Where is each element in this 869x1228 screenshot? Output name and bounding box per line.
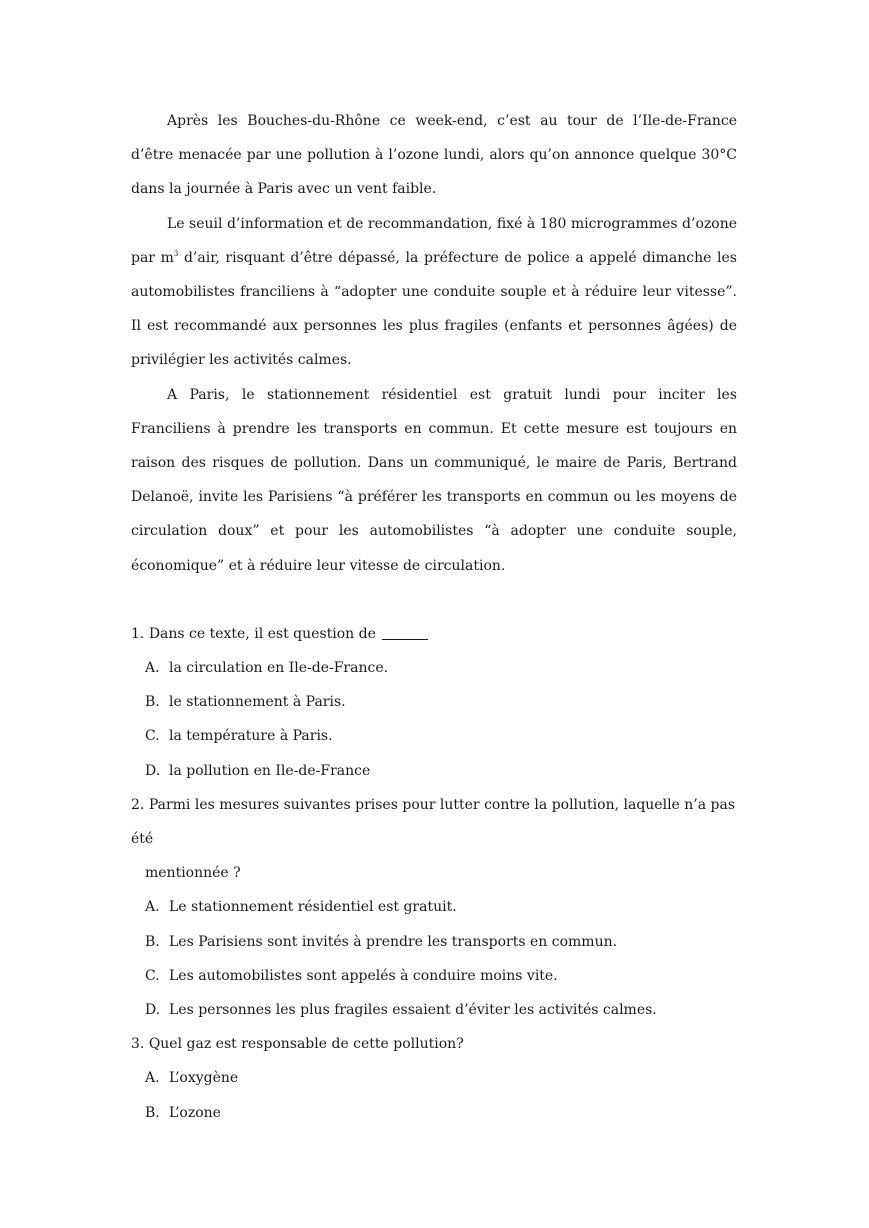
passage-paragraph-2	[131, 207, 737, 378]
option-letter: B.	[145, 694, 160, 711]
option-text: Les personnes les plus fragiles essaient d’éviter les activités calmes.	[169, 1002, 657, 1019]
document-page	[131, 104, 737, 1130]
option-letter: B.	[145, 933, 160, 950]
option-text: Le stationnement résidentiel est gratuit.	[169, 899, 457, 916]
option-2c	[131, 959, 737, 993]
question-3-stem	[131, 1027, 737, 1061]
question-2-stem	[131, 788, 737, 891]
option-letter: A.	[145, 1070, 160, 1087]
answer-blank	[382, 625, 428, 640]
option-text: la pollution en Ile-de-France	[169, 762, 371, 779]
option-text: la température à Paris.	[169, 728, 333, 745]
option-letter: C.	[145, 728, 160, 745]
option-3a	[131, 1061, 737, 1095]
question-text: Parmi les mesures suivantes prises pour lutter contre la pollution, laquelle n’a pas été	[131, 796, 736, 848]
question-1-stem	[131, 617, 737, 651]
question-number: 2.	[131, 796, 145, 813]
question-block-3	[131, 1027, 737, 1130]
passage-paragraph-1: Après les Bouches-du-Rhône ce week-end, c’est au tour de l’Ile-de-France d’être menacée par une pollution à l’ozone lundi, alors qu’on annonce quelque 30°C dans la journée à Paris avec un vent faible.	[131, 113, 737, 198]
option-text: Les automobilistes sont appelés à conduire moins vite.	[169, 967, 558, 984]
option-text: Les Parisiens sont invités à prendre les transports en commun.	[169, 933, 618, 950]
option-3b	[131, 1096, 737, 1130]
question-text: Dans ce texte, il est question de	[148, 625, 376, 642]
option-letter: A.	[145, 660, 160, 677]
question-text: Quel gaz est responsable de cette pollution?	[148, 1036, 464, 1053]
option-text: la circulation en Ile-de-France.	[169, 660, 389, 677]
option-letter: D.	[145, 1002, 161, 1019]
question-number: 1.	[131, 625, 145, 642]
option-letter: C.	[145, 967, 160, 984]
option-2d	[131, 993, 737, 1027]
option-letter: A.	[145, 899, 160, 916]
question-number: 3.	[131, 1036, 145, 1053]
question-text-continued: mentionnée ?	[145, 865, 241, 882]
question-block-1	[131, 617, 737, 788]
option-text: L’oxygène	[169, 1070, 239, 1087]
option-letter: D.	[145, 762, 161, 779]
option-2b	[131, 925, 737, 959]
paragraph-2-text-after: d’air, risquant d’être dépassé, la préfecture de police a appelé dimanche les automobilistes franciliens à “adopter une conduite souple et à réduire leur vitesse”. Il est recommandé aux personnes les plus fragiles (enfants et personnes âgées) de privilégier les activités calmes.	[131, 249, 737, 369]
superscript-exponent: 3	[173, 249, 179, 258]
option-letter: B.	[145, 1104, 160, 1121]
question-block-2	[131, 788, 737, 1027]
option-text: L’ozone	[169, 1104, 221, 1121]
passage-paragraph-3: A Paris, le stationnement résidentiel est gratuit lundi pour inciter les Franciliens à prendre les transports en commun. Et cette mesure est toujours en raison des risques de pollution. Dans un communiqué, le maire de Paris, Bertrand Delanoë, invite les Parisiens “à préférer les transports en commun ou les moyens de circulation doux” et pour les automobilistes “à adopter une conduite souple, économique” et à réduire leur vitesse de circulation.	[131, 386, 737, 574]
option-1a	[131, 651, 737, 685]
paragraph-2-text-before: Le seuil d’information et de recommandation, fixé à 180 microgrammes d’ozone par m	[131, 215, 737, 266]
option-text: le stationnement à Paris.	[169, 694, 346, 711]
option-1d	[131, 754, 737, 788]
option-1c	[131, 719, 737, 753]
option-1b	[131, 685, 737, 719]
option-2a	[131, 890, 737, 924]
